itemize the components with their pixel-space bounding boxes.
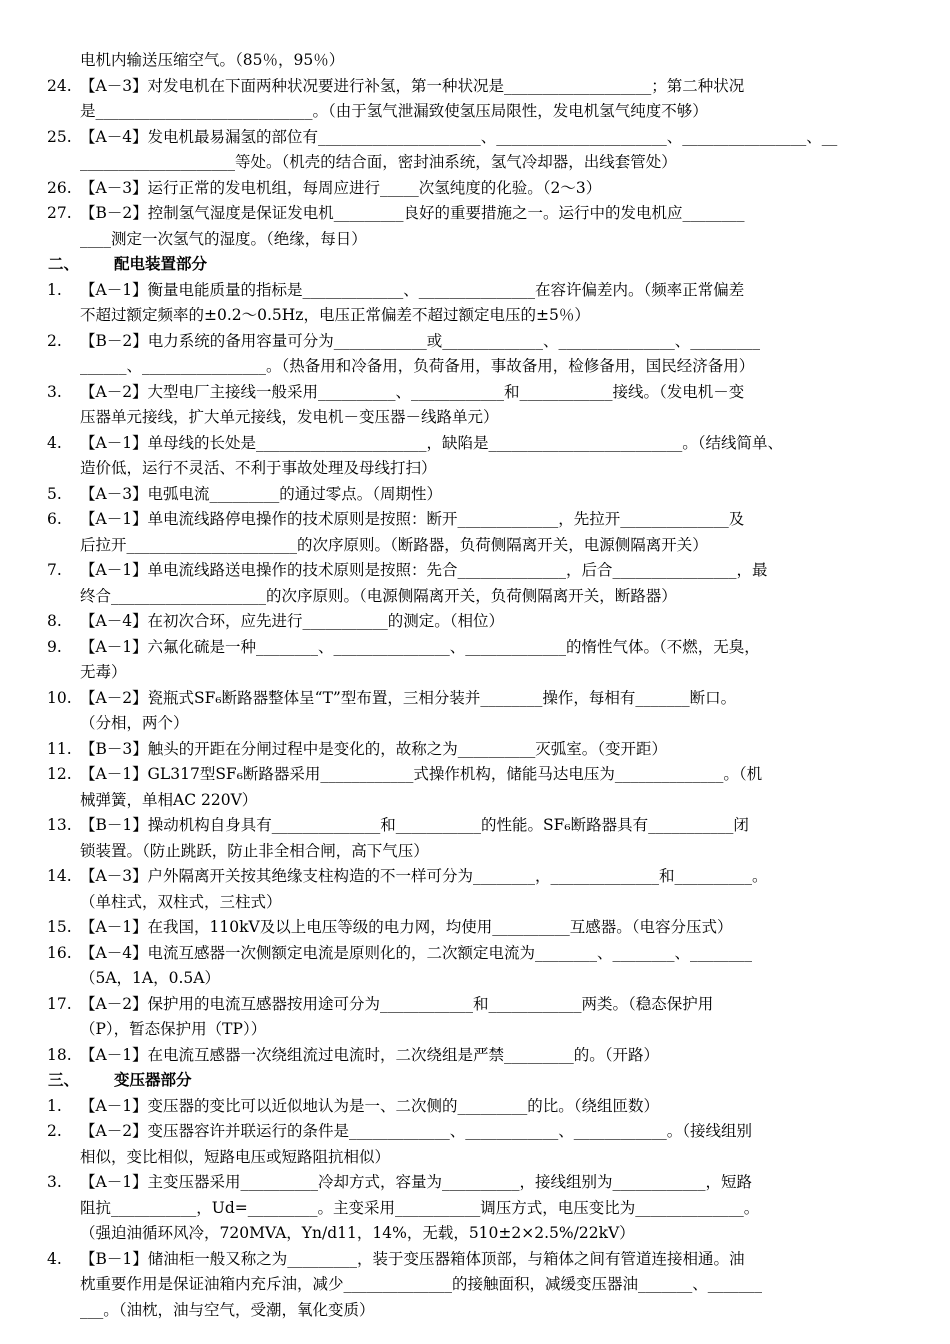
section-number: 二、 bbox=[48, 254, 80, 273]
text-line bbox=[0, 176, 950, 200]
line-text: 锁装置。（防止跳跃，防止非全相合闸，高下气压） bbox=[80, 842, 429, 860]
text-line bbox=[0, 329, 950, 353]
line-text: 【A－3】电弧电流_________的通过零点。（周期性） bbox=[80, 485, 443, 503]
text-line bbox=[0, 1298, 950, 1322]
line-text: （5A，1A，0.5A） bbox=[80, 969, 220, 987]
line-text: 【A－1】单电流线路送电操作的技术原则是按照：先合______________，后合________________，最 bbox=[80, 561, 768, 579]
line-text: 【A－2】变压器容许并联运行的条件是_____________、____________、____________。（接线组别 bbox=[80, 1122, 753, 1140]
item-number: 27. bbox=[47, 204, 72, 222]
text-line bbox=[0, 482, 950, 506]
text-line bbox=[0, 1247, 950, 1271]
line-text: 械弹簧，单相AC 220V） bbox=[80, 791, 258, 809]
item-number: 7. bbox=[47, 561, 62, 579]
item-number: 16. bbox=[47, 944, 72, 962]
item-number: 4. bbox=[47, 434, 62, 452]
line-text: 【A－3】对发电机在下面两种状况要进行补氢，第一种状况是___________________；第二种状况 bbox=[80, 77, 745, 95]
line-text: 无毒） bbox=[80, 663, 127, 681]
item-number: 2. bbox=[47, 332, 62, 350]
line-text: 【B－2】控制氢气湿度是保证发电机_________良好的重要措施之一。运行中的发电机应________ bbox=[80, 204, 745, 222]
line-text: 【A－1】主变压器采用__________冷却方式，容量为__________，接线组别为____________，短路 bbox=[80, 1173, 753, 1191]
item-number: 10. bbox=[47, 689, 72, 707]
item-number: 17. bbox=[47, 995, 72, 1013]
line-text: 【A－1】在我国，110kV及以上电压等级的电力网，均使用__________互感器。（电容分压式） bbox=[80, 918, 733, 936]
item-number: 24. bbox=[47, 77, 72, 95]
text-line bbox=[0, 99, 950, 123]
text-line bbox=[0, 813, 950, 837]
text-line bbox=[0, 1221, 950, 1245]
line-text: 后拉开______________________的次序原则。（断路器，负荷侧隔离开关，电源侧隔离开关） bbox=[80, 536, 708, 554]
text-line bbox=[0, 456, 950, 480]
item-number: 3. bbox=[47, 383, 62, 401]
text-line bbox=[0, 431, 950, 455]
text-line bbox=[0, 303, 950, 327]
section-heading bbox=[0, 252, 950, 276]
line-text: 【B－1】操动机构自身具有______________和___________的性能。SF₆断路器具有___________闭 bbox=[80, 816, 749, 834]
text-line bbox=[0, 941, 950, 965]
text-line bbox=[0, 150, 950, 174]
section-title: 变压器部分 bbox=[114, 1070, 192, 1089]
item-number: 25. bbox=[47, 128, 72, 146]
text-line bbox=[0, 1119, 950, 1143]
line-text: （强迫油循环风冷，720MVA，Yn/d11，14%，无载，510±2×2.5%/22kV） bbox=[80, 1224, 635, 1242]
item-number: 11. bbox=[47, 740, 72, 758]
line-text: 电机内输送压缩空气。（85％，95％） bbox=[80, 51, 345, 69]
text-line bbox=[0, 1145, 950, 1169]
line-text: 【A－2】大型电厂主接线一般采用__________、____________和____________接线。（发电机－变 bbox=[80, 383, 745, 401]
text-line bbox=[0, 201, 950, 225]
line-text: 【A－1】单母线的长处是______________________，缺陷是_________________________。（结线简单、 bbox=[80, 434, 784, 452]
line-text: 造价低，运行不灵活、不利于事故处理及母线打扫） bbox=[80, 459, 437, 477]
text-line bbox=[0, 788, 950, 812]
line-text: 【A－1】在电流互感器一次绕组流过电流时，二次绕组是严禁_________的。（开路） bbox=[80, 1046, 660, 1064]
item-number: 26. bbox=[47, 179, 72, 197]
line-text: 枕重要作用是保证油箱内充斥油，减少______________的接触面积，减缓变压器油_______、_______ bbox=[80, 1275, 763, 1293]
line-text: 【A－1】变压器的变比可以近似地认为是一、二次侧的_________的比。（绕组匝数） bbox=[80, 1097, 660, 1115]
text-line bbox=[0, 533, 950, 557]
line-text: 【A－3】户外隔离开关按其绝缘支柱构造的不一样可分为________，______________和__________。 bbox=[80, 867, 768, 885]
line-text: 【A－2】保护用的电流互感器按用途可分为____________和____________两类。（稳态保护用 bbox=[80, 995, 714, 1013]
text-line bbox=[0, 1170, 950, 1194]
line-text: 【A－4】在初次合环，应先进行___________的测定。（相位） bbox=[80, 612, 505, 630]
text-line bbox=[0, 1094, 950, 1118]
text-line bbox=[0, 737, 950, 761]
text-line bbox=[0, 1017, 950, 1041]
line-text: 【B－3】触头的开距在分闸过程中是变化的，故称之为__________灭弧室。（变开距） bbox=[80, 740, 668, 758]
line-text: （P），暂态保护用（TP）） bbox=[80, 1020, 267, 1038]
item-number: 12. bbox=[47, 765, 72, 783]
text-line bbox=[0, 227, 950, 251]
text-line bbox=[0, 711, 950, 735]
text-line bbox=[0, 966, 950, 990]
text-line bbox=[0, 354, 950, 378]
line-text: 【A－1】六氟化硫是一种________、_______________、_____________的惰性气体。（不燃，无臭， bbox=[80, 638, 760, 656]
line-text: 【B－2】电力系统的备用容量可分为____________或_____________、_______________、_________ bbox=[80, 332, 761, 350]
text-line bbox=[0, 635, 950, 659]
item-number: 3. bbox=[47, 1173, 62, 1191]
item-number: 6. bbox=[47, 510, 62, 528]
line-text: 阻抗___________，Ud=_________。主变采用___________调压方式，电压变比为______________。 bbox=[80, 1199, 760, 1217]
line-text: 相似，变比相似，短路电压或短路阻抗相似） bbox=[80, 1148, 391, 1166]
item-number: 18. bbox=[47, 1046, 72, 1064]
line-text: 【A－2】瓷瓶式SF₆断路器整体呈“T”型布置，三相分装并________操作，每相有_______断口。 bbox=[80, 689, 737, 707]
item-number: 1. bbox=[47, 1097, 62, 1115]
item-number: 9. bbox=[47, 638, 62, 656]
text-line bbox=[0, 864, 950, 888]
item-number: 14. bbox=[47, 867, 72, 885]
text-line bbox=[0, 890, 950, 914]
line-text: ______、________________。（热备用和冷备用，负荷备用，事故备用，检修备用，国民经济备用） bbox=[80, 357, 755, 375]
line-text: ____________________等处。（机壳的结合面，密封油系统，氢气冷却器，出线套管处） bbox=[80, 153, 677, 171]
item-number: 15. bbox=[47, 918, 72, 936]
section-number: 三、 bbox=[48, 1070, 80, 1089]
line-text: 压器单元接线，扩大单元接线，发电机－变压器－线路单元） bbox=[80, 408, 499, 426]
section-heading bbox=[0, 1068, 950, 1092]
line-text: 是____________________________。（由于氢气泄漏致使氢压局限性，发电机氢气纯度不够） bbox=[80, 102, 708, 120]
text-line bbox=[0, 686, 950, 710]
text-line bbox=[0, 48, 950, 72]
text-line bbox=[0, 278, 950, 302]
line-text: 【A－1】衡量电能质量的指标是_____________、_______________在容许偏差内。（频率正常偏差 bbox=[80, 281, 745, 299]
line-text: （单柱式，双柱式，三柱式） bbox=[80, 893, 282, 911]
text-line bbox=[0, 915, 950, 939]
item-number: 5. bbox=[47, 485, 62, 503]
line-text: 【A－3】运行正常的发电机组，每周应进行_____次氢纯度的化验。（2～3） bbox=[80, 179, 602, 197]
line-text: 【A－4】发电机最易漏氢的部位有_____________________、______________________、________________、__ bbox=[80, 128, 838, 146]
text-line bbox=[0, 558, 950, 582]
item-number: 2. bbox=[47, 1122, 62, 1140]
line-text: 不超过额定频率的±0.2～0.5Hz，电压正常偏差不超过额定电压的±5％） bbox=[80, 306, 590, 324]
text-line bbox=[0, 762, 950, 786]
line-text: ___。（油枕，油与空气，受潮，氧化变质） bbox=[80, 1301, 375, 1319]
line-text: ____测定一次氢气的湿度。（绝缘，每日） bbox=[80, 230, 367, 248]
line-text: 【B－1】储油柜一般又称之为_________，装于变压器箱体顶部，与箱体之间有管道连接相通。油 bbox=[80, 1250, 745, 1268]
line-text: （分相，两个） bbox=[80, 714, 189, 732]
section-title: 配电装置部分 bbox=[114, 254, 208, 273]
line-text: 【A－1】GL317型SF₆断路器采用____________式操作机构，储能马达电压为______________。（机 bbox=[80, 765, 763, 783]
text-line bbox=[0, 405, 950, 429]
item-number: 8. bbox=[47, 612, 62, 630]
line-text: 【A－4】电流互感器一次侧额定电流是原则化的，二次额定电流为________、________、________ bbox=[80, 944, 753, 962]
text-line bbox=[0, 380, 950, 404]
item-number: 1. bbox=[47, 281, 62, 299]
text-line bbox=[0, 609, 950, 633]
line-text: 【A－1】单电流线路停电操作的技术原则是按照：断开_____________，先拉开______________及 bbox=[80, 510, 745, 528]
text-line bbox=[0, 1272, 950, 1296]
text-line bbox=[0, 584, 950, 608]
text-line bbox=[0, 125, 950, 149]
item-number: 4. bbox=[47, 1250, 62, 1268]
text-line bbox=[0, 839, 950, 863]
text-line bbox=[0, 507, 950, 531]
text-line bbox=[0, 1043, 950, 1067]
text-line bbox=[0, 74, 950, 98]
item-number: 13. bbox=[47, 816, 72, 834]
text-line bbox=[0, 992, 950, 1016]
text-line bbox=[0, 1196, 950, 1220]
line-text: 终合____________________的次序原则。（电源侧隔离开关，负荷侧隔离开关，断路器） bbox=[80, 587, 677, 605]
text-line bbox=[0, 660, 950, 684]
